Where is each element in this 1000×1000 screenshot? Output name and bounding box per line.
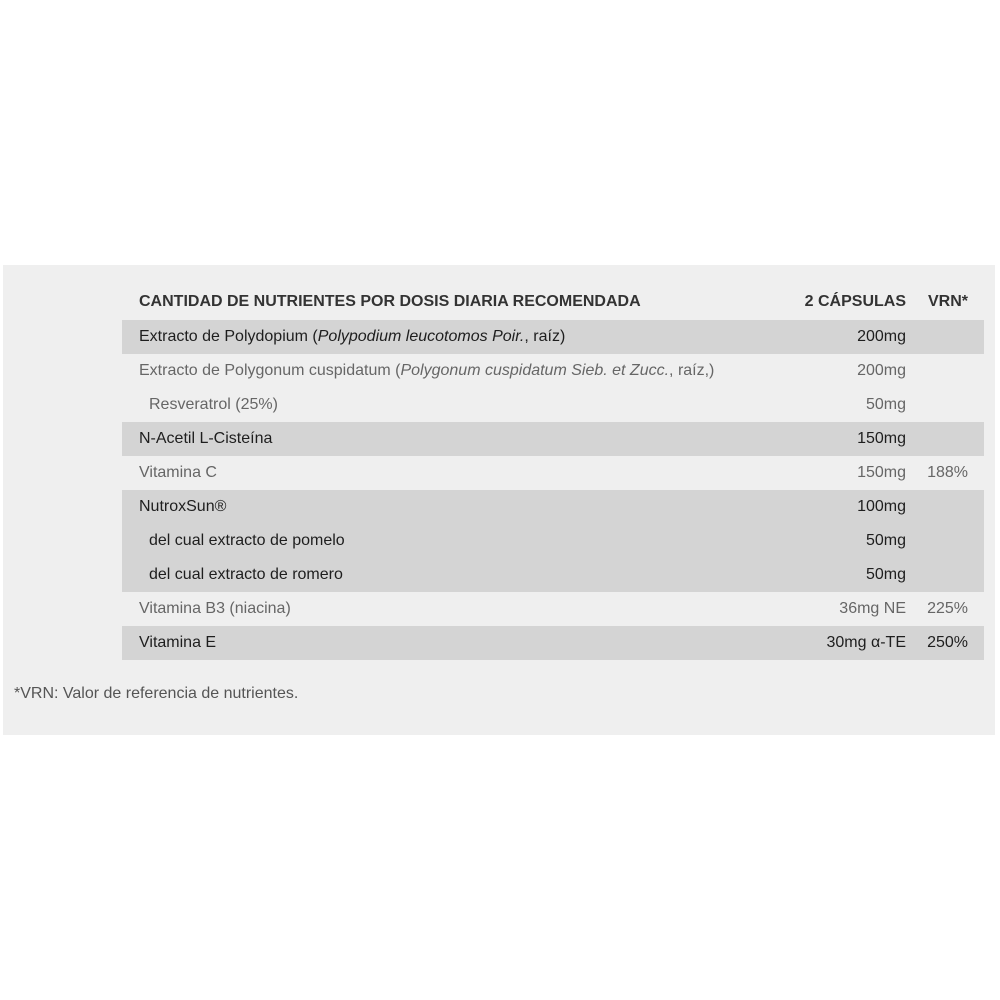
table-row	[122, 524, 984, 558]
table-row	[122, 456, 984, 490]
nutrient-latin-name: Polygonum cuspidatum Sieb. et Zucc.	[400, 362, 670, 379]
nutrient-group-nutroxsun	[122, 490, 984, 592]
nutrient-vrn: 250%	[927, 634, 968, 651]
nutrient-quantity: 50mg	[865, 396, 906, 413]
nutrient-name-suffix: , raíz)	[524, 328, 566, 345]
nutrient-name-prefix: Extracto de Polydopium (	[139, 328, 318, 345]
table-row	[122, 558, 984, 592]
nutrient-name: del cual extracto de romero	[149, 566, 343, 583]
nutrient-quantity: 36mg NE	[839, 600, 906, 617]
table-header-row	[122, 284, 984, 320]
nutrient-latin-name: Polypodium leucotomos Poir.	[317, 328, 525, 345]
nutrient-name: N-Acetil L-Cisteína	[139, 430, 273, 447]
nutrient-group-nac	[122, 422, 984, 456]
vrn-footnote: *VRN: Valor de referencia de nutrientes.	[14, 685, 299, 702]
nutrition-panel	[3, 265, 995, 735]
nutrient-group-polypodium	[122, 320, 984, 354]
nutrient-group-vitamin-b3	[122, 592, 984, 626]
nutrient-table	[122, 284, 984, 660]
nutrient-name: Vitamina B3 (niacina)	[139, 600, 291, 617]
table-row	[122, 626, 984, 660]
nutrient-name: NutroxSun®	[139, 498, 227, 515]
nutrient-name	[139, 354, 714, 388]
header-capsules-column: 2 CÁPSULAS	[804, 293, 906, 310]
nutrient-name-suffix: , raíz,)	[669, 362, 715, 379]
nutrient-name: Vitamina C	[139, 464, 217, 481]
table-row	[122, 320, 984, 354]
nutrient-name: del cual extracto de pomelo	[149, 532, 345, 549]
table-row	[122, 422, 984, 456]
nutrient-quantity: 200mg	[857, 328, 906, 345]
nutrient-vrn: 188%	[927, 464, 968, 481]
nutrient-group-vitamin-c	[122, 456, 984, 490]
nutrient-group-vitamin-e	[122, 626, 984, 660]
nutrient-quantity: 50mg	[865, 532, 906, 549]
table-row	[122, 354, 984, 388]
nutrient-quantity: 100mg	[857, 498, 906, 515]
header-nutrient-column: CANTIDAD DE NUTRIENTES POR DOSIS DIARIA RECOMENDADA	[139, 293, 641, 310]
nutrient-quantity: 30mg α-TE	[826, 634, 906, 651]
nutrient-quantity: 50mg	[865, 566, 906, 583]
header-vrn-column: VRN*	[927, 293, 968, 310]
nutrient-name	[139, 320, 565, 354]
nutrient-name-prefix: Extracto de Polygonum cuspidatum (	[139, 362, 401, 379]
nutrient-quantity: 200mg	[857, 362, 906, 379]
table-row	[122, 490, 984, 524]
nutrient-vrn: 225%	[927, 600, 968, 617]
nutrient-group-polygonum	[122, 354, 984, 422]
table-row	[122, 388, 984, 422]
nutrient-quantity: 150mg	[857, 430, 906, 447]
table-row	[122, 592, 984, 626]
nutrient-quantity: 150mg	[857, 464, 906, 481]
nutrient-name: Resveratrol (25%)	[149, 396, 278, 413]
nutrient-name: Vitamina E	[139, 634, 217, 651]
